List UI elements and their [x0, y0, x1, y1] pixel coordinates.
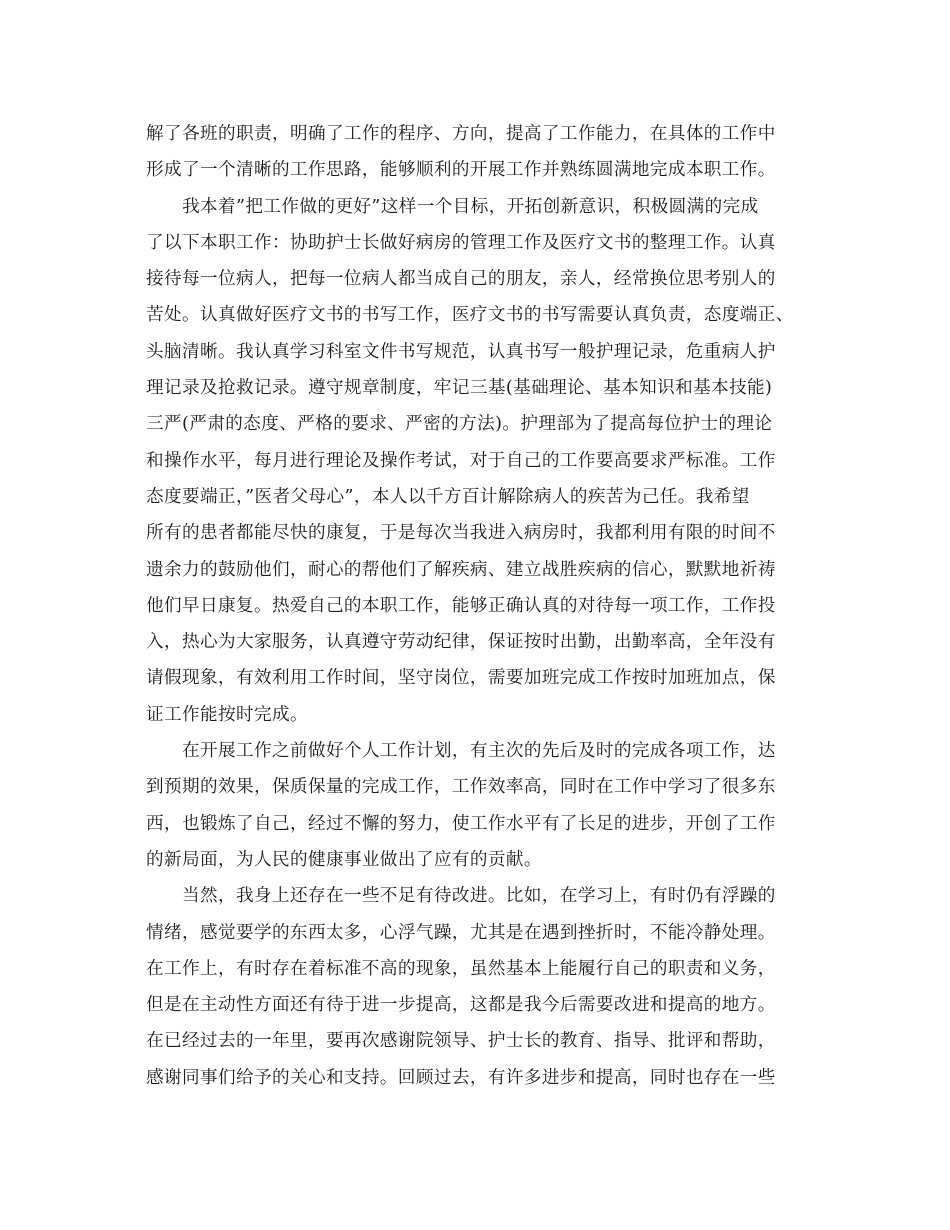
text-line: 态度要端正，”医者父母心”，本人以千方百计解除病人的疾苦为己任。我希望 [146, 486, 750, 507]
text-line: 接待每一位病人，把每一位病人都当成自己的朋友，亲人，经常换位思考别人的 [146, 269, 776, 290]
text-line: 证工作能按时完成。 [146, 704, 308, 725]
text-line: 但是在主动性方面还有待于进一步提高，这都是我今后需要改进和提高的地方。 [146, 995, 776, 1016]
text-line: 的新局面，为人民的健康事业做出了应有的贡献。 [146, 849, 542, 870]
text-line: 解了各班的职责，明确了工作的程序、方向，提高了工作能力，在具体的工作中 [146, 124, 776, 144]
paragraph-start-line: 我本着”把工作做的更好”这样一个目标，开拓创新意识，积极圆满的完成 [182, 196, 759, 217]
text-line: 情绪，感觉要学的东西太多，心浮气躁，尤其是在遇到挫折时，不能冷静处理。 [146, 922, 776, 943]
text-line: 在已经过去的一年里，要再次感谢院领导、护士长的教育、指导、批评和帮助， [146, 1031, 776, 1052]
paragraph-start-line: 当然，我身上还存在一些不足有待改进。比如，在学习上，有时仍有浮躁的 [182, 886, 776, 907]
text-line: 了以下本职工作：协助护士长做好病房的管理工作及医疗文书的整理工作。认真 [146, 232, 776, 253]
text-line: 他们早日康复。热爱自己的本职工作，能够正确认真的对待每一项工作，工作投 [146, 595, 776, 616]
text-line: 三严(严肃的态度、严格的要求、严密的方法)。护理部为了提高每位护士的理论 [146, 414, 773, 435]
text-line: 理记录及抢救记录。遵守规章制度，牢记三基(基础理论、基本知识和基本技能) [146, 378, 773, 399]
text-line: 入，热心为大家服务，认真遵守劳动纪律，保证按时出勤，出勤率高，全年没有 [146, 632, 776, 653]
text-line: 遗余力的鼓励他们，耐心的帮他们了解疾病、建立战胜疾病的信心，默默地祈祷 [146, 559, 776, 580]
text-line: 到预期的效果，保质保量的完成工作，工作效率高，同时在工作中学习了很多东 [146, 777, 776, 798]
paragraph-start-line: 在开展工作之前做好个人工作计划，有主次的先后及时的完成各项工作，达 [182, 741, 776, 762]
text-line: 请假现象，有效利用工作时间，坚守岗位，需要加班完成工作按时加班加点，保 [146, 668, 776, 689]
text-line: 形成了一个清晰的工作思路，能够顺利的开展工作并熟练圆满地完成本职工作。 [146, 160, 776, 181]
body-text [146, 116, 806, 1096]
text-line: 西，也锻炼了自己，经过不懈的努力，使工作水平有了长足的进步，开创了工作 [146, 813, 776, 834]
text-line: 感谢同事们给予的关心和支持。回顾过去，有许多进步和提高，同时也存在一些 [146, 1067, 776, 1088]
text-line: 头脑清晰。我认真学习科室文件书写规范，认真书写一般护理记录，危重病人护 [146, 341, 776, 362]
text-line: 所有的患者都能尽快的康复，于是每次当我进入病房时，我都利用有限的时间不 [146, 523, 776, 544]
text-line: 在工作上，有时存在着标准不高的现象，虽然基本上能履行自己的职责和义务， [146, 958, 776, 979]
text-line: 和操作水平，每月进行理论及操作考试，对于自己的工作要高要求严标准。工作 [146, 450, 776, 471]
text-line: 苦处。认真做好医疗文书的书写工作，医疗文书的书写需要认真负责，态度端正、 [146, 305, 794, 326]
